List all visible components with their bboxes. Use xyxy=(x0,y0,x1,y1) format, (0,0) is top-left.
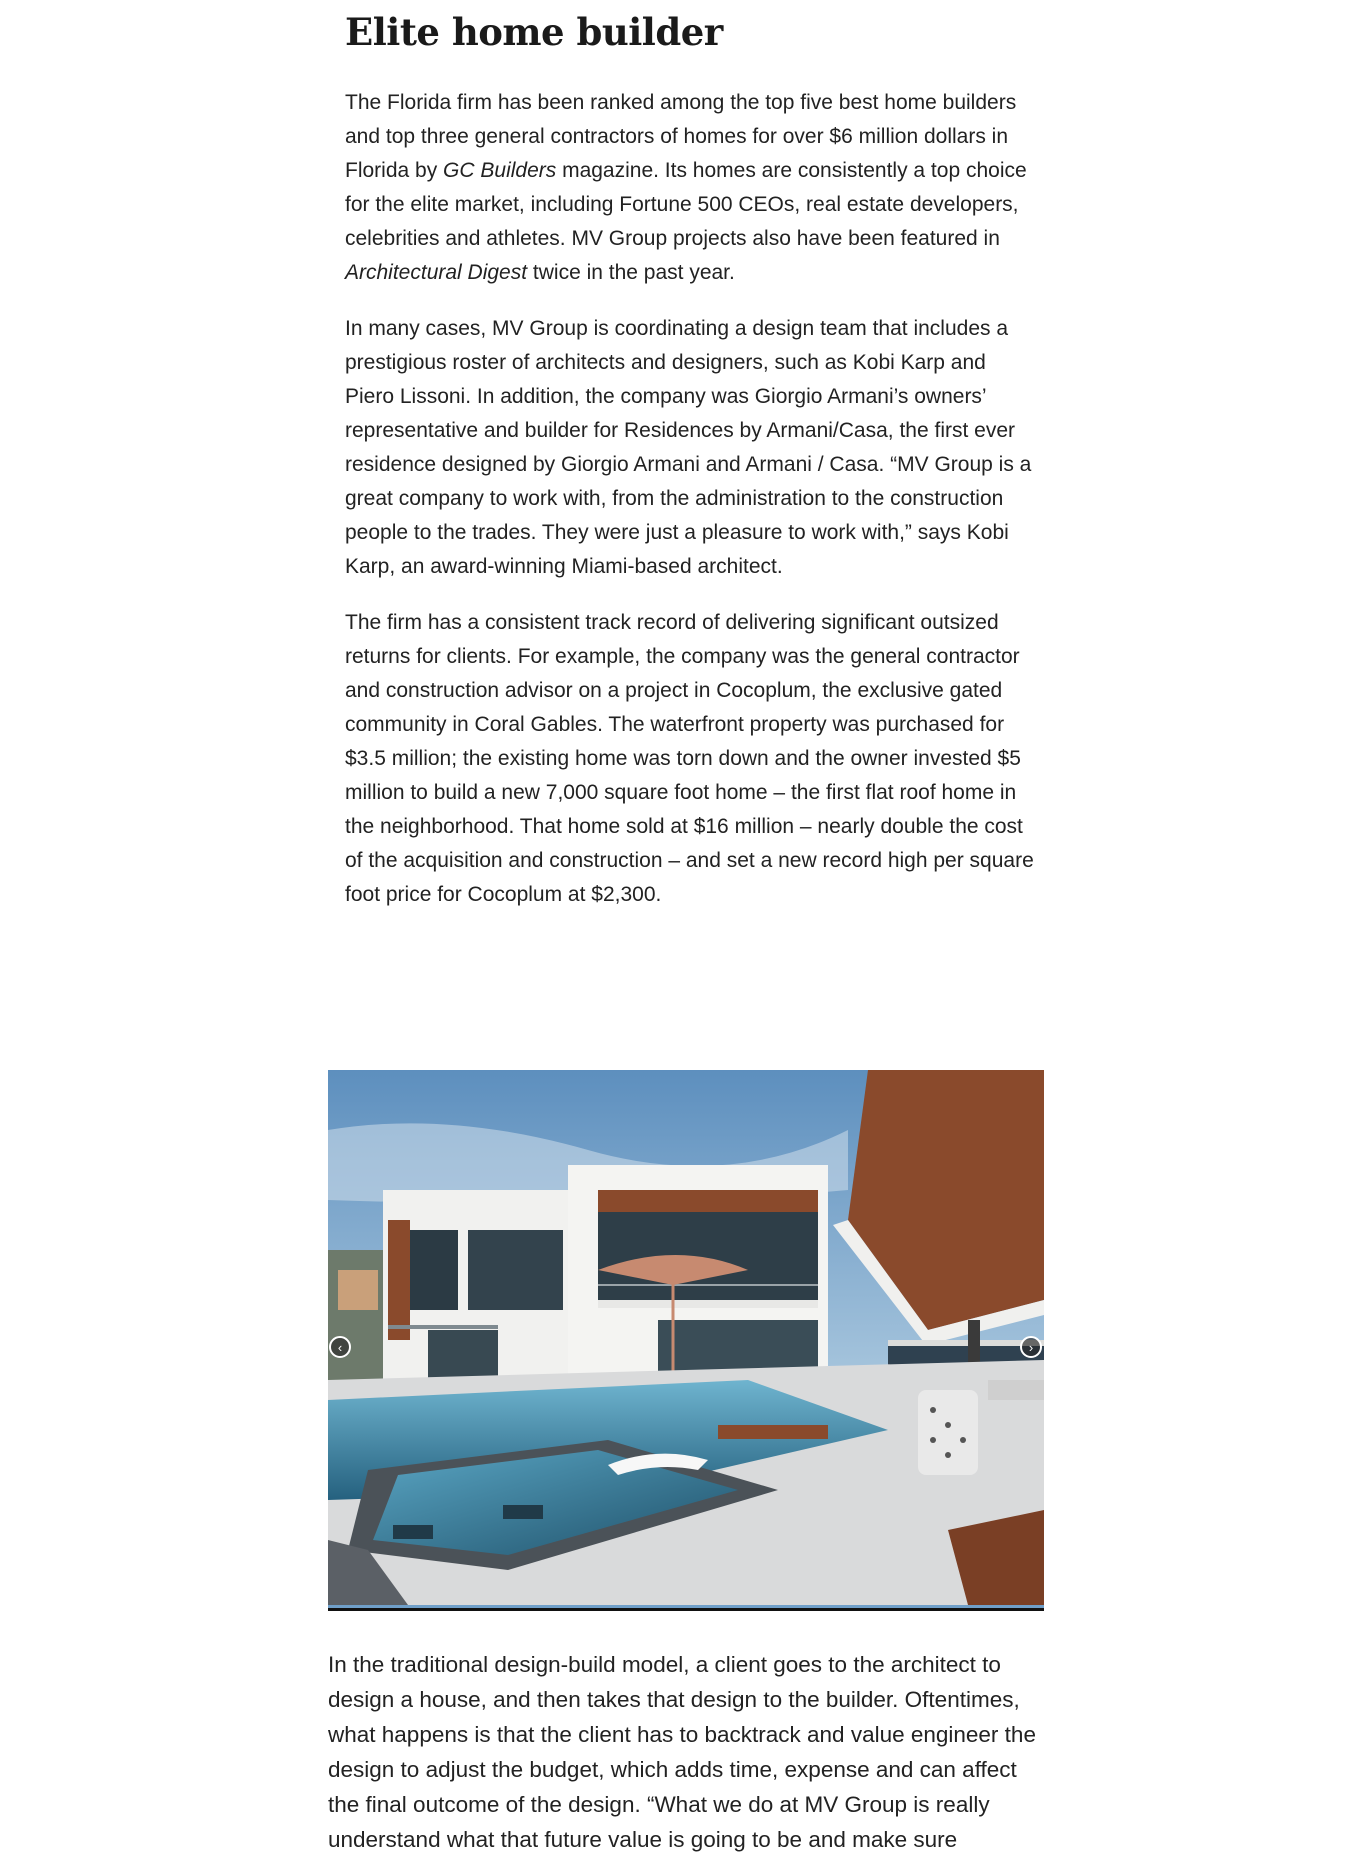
paragraph-rankings-text-3: twice in the past year. xyxy=(527,261,735,284)
article-body-wide xyxy=(328,1647,1044,1857)
slider-prev-button[interactable] xyxy=(329,1336,351,1358)
paragraph-rankings-text-2: magazine. Its homes are consistently a top choice for the elite market, including Fortune 500 CEOs, real estate developers, celebrities and athletes. MV Group projects also have been featured in xyxy=(345,159,1027,250)
section-heading: Elite home builder xyxy=(345,10,723,54)
chevron-left-icon: ‹ xyxy=(337,1339,343,1355)
paragraph-rankings xyxy=(345,86,1040,290)
paragraph-design-build-model: In the traditional design-build model, a client goes to the architect to design a house, and then takes that design to the builder. Oftentimes, what happens is that the client has to backtrack and value engineer the design to adjust the budget, which adds time, expense and can affect the final outcome of the design. “What we do at MV Group is really understand what that future value is going to be and make sure xyxy=(328,1652,1036,1852)
chevron-right-icon: › xyxy=(1028,1339,1034,1355)
article-body-column xyxy=(345,86,1040,934)
paragraph-design-team: In many cases, MV Group is coordinating a design team that includes a prestigious roster of architects and designers, such as Kobi Karp and Piero Lissoni. In addition, the company was Giorgio Armani’s owners’ representative and builder for Residences by Armani/Casa, the first ever residence designed by Giorgio Armani and Armani / Casa. “MV Group is a great company to work with, from the administration to the construction people to the trades. They were just a pleasure to work with,” says Kobi Karp, an award-winning Miami-based architect. xyxy=(345,317,1032,578)
photo-slider[interactable] xyxy=(328,1070,1044,1611)
slider-next-button[interactable] xyxy=(1020,1336,1042,1358)
architectural-digest-title: Architectural Digest xyxy=(345,261,528,284)
paragraph-rankings-text-1: The Florida firm has been ranked among the top five best home builders and top three general contractors of homes for over $6 million dollars in Florida by xyxy=(345,91,1017,182)
paragraph-track-record: The firm has a consistent track record of delivering significant outsized returns for clients. For example, the company was the general contractor and construction advisor on a project in Cocoplum, the exclusive gated community in Coral Gables. The waterfront property was purchased for $3.5 million; the existing home was torn down and the owner invested $5 million to build a new 7,000 square foot home – the first flat roof home in the neighborhood. That home sold at $16 million – nearly double the cost of the acquisition and construction – and set a new record high per square foot price for Cocoplum at $2,300. xyxy=(345,611,1034,906)
gc-builders-title: GC Builders xyxy=(443,159,557,182)
slider-photo-modern-pool-house xyxy=(328,1070,1044,1605)
